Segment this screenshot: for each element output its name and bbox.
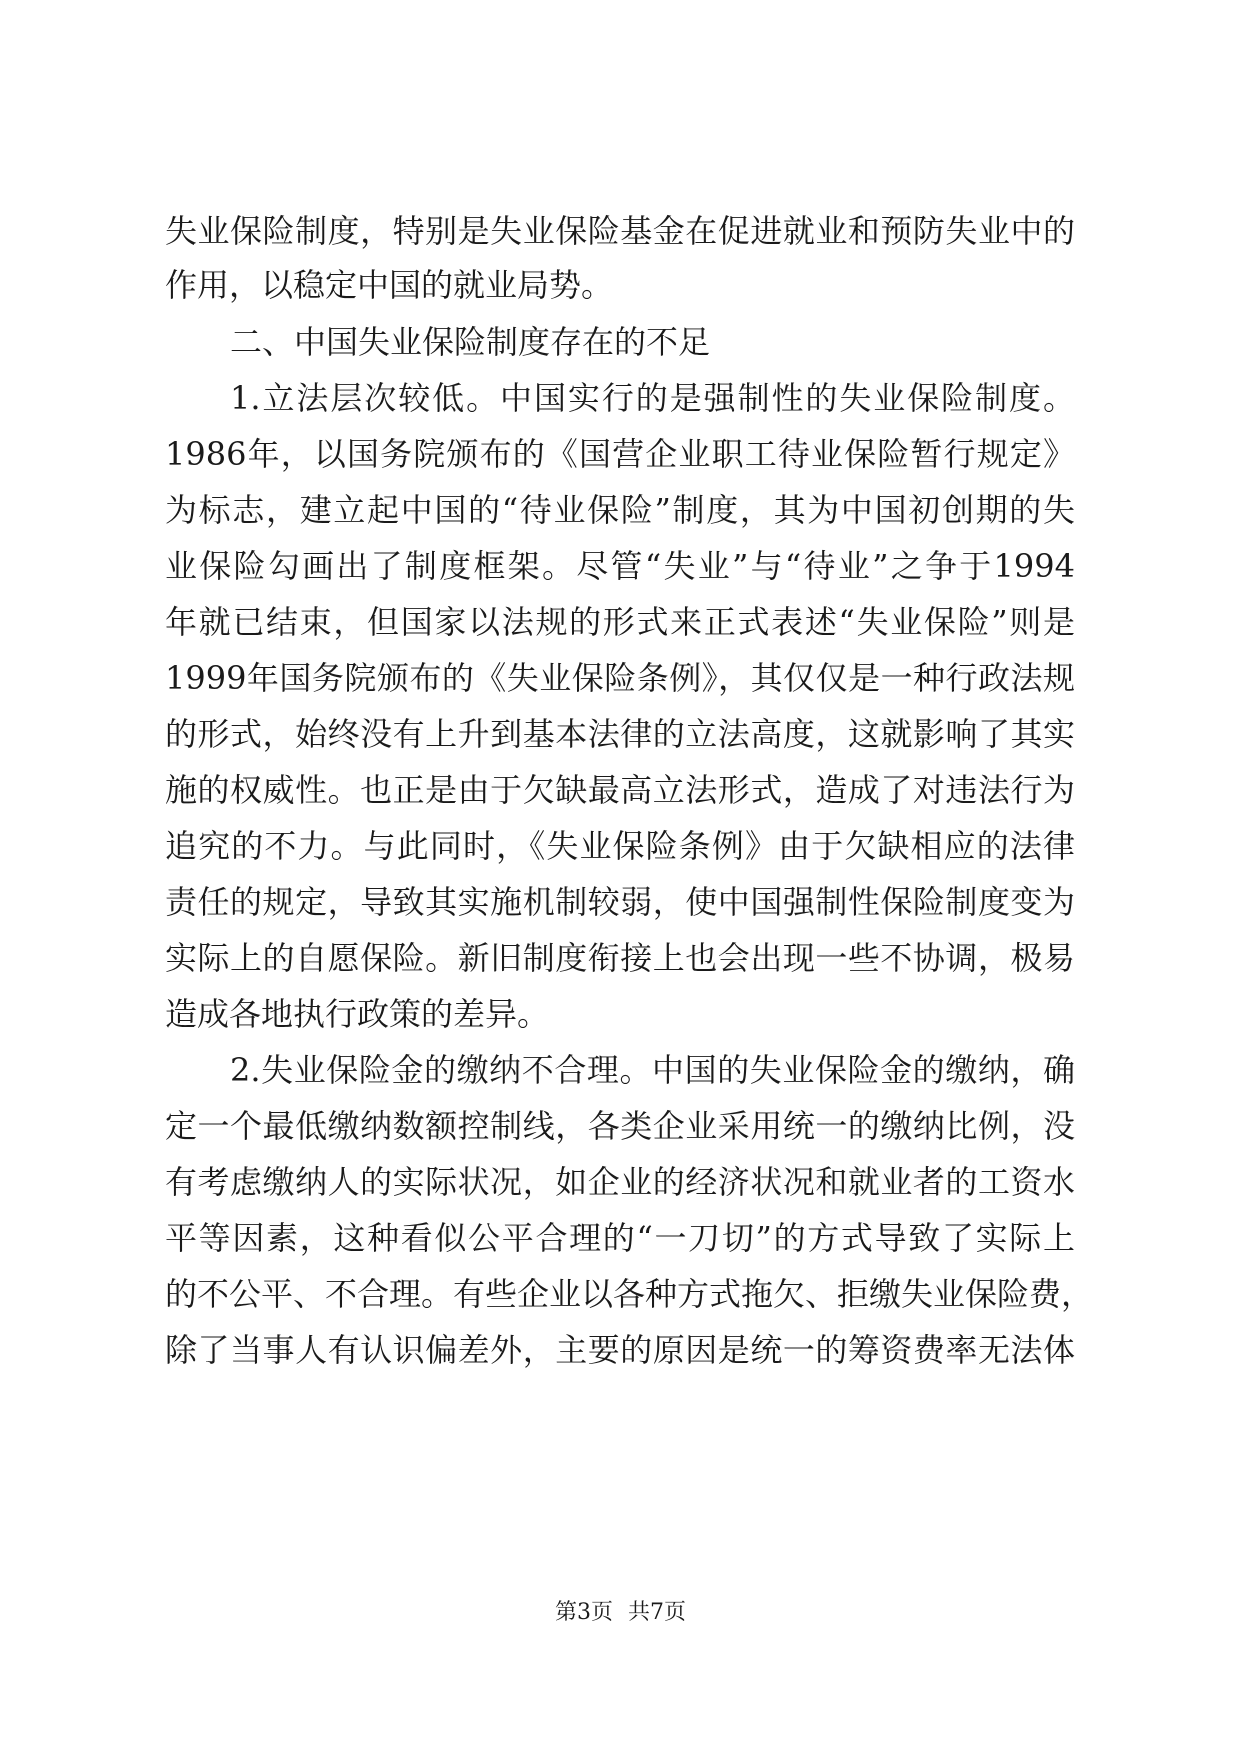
body-line: 追究的不力。与此同时，《失业保险条例》由于欠缺相应的法律 — [165, 827, 1075, 865]
body-line: 1986年，以国务院颁布的《国营企业职工待业保险暂行规定》 — [165, 435, 1075, 473]
page-footer — [0, 1598, 1241, 1628]
body-line: 造成各地执行政策的差异。 — [165, 995, 550, 1033]
body-line: 年就已结束，但国家以法规的形式来正式表述“失业保险”则是 — [165, 603, 1075, 641]
page-number: 第3页 — [555, 1600, 613, 1625]
body-line: 为标志，建立起中国的“待业保险”制度，其为中国初创期的失 — [165, 491, 1075, 529]
body-line: 失业保险制度，特别是失业保险基金在促进就业和预防失业中的 — [165, 212, 1075, 250]
body-line: 责任的规定，导致其实施机制较弱，使中国强制性保险制度变为 — [165, 883, 1075, 921]
body-line: 有考虑缴纳人的实际状况，如企业的经济状况和就业者的工资水 — [165, 1163, 1075, 1201]
body-line: 实际上的自愿保险。新旧制度衔接上也会出现一些不协调，极易 — [165, 939, 1075, 977]
body-line: 1999年国务院颁布的《失业保险条例》，其仅仅是一种行政法规 — [165, 659, 1075, 697]
body-line: 业保险勾画出了制度框架。尽管“失业”与“待业”之争于1994 — [165, 547, 1075, 585]
section-heading: 二、中国失业保险制度存在的不足 — [230, 323, 711, 361]
body-line: 除了当事人有认识偏差外，主要的原因是统一的筹资费率无法体 — [165, 1331, 1075, 1369]
page-total: 共7页 — [628, 1600, 686, 1625]
body-line: 的形式，始终没有上升到基本法律的立法高度，这就影响了其实 — [165, 715, 1075, 753]
body-line: 平等因素，这种看似公平合理的“一刀切”的方式导致了实际上 — [165, 1219, 1075, 1257]
body-line: 定一个最低缴纳数额控制线，各类企业采用统一的缴纳比例，没 — [165, 1107, 1075, 1145]
body-line: 的不公平、不合理。有些企业以各种方式拖欠、拒缴失业保险费， — [165, 1275, 1094, 1313]
body-line: 作用，以稳定中国的就业局势。 — [165, 266, 614, 304]
body-line: 2.失业保险金的缴纳不合理。中国的失业保险金的缴纳，确 — [230, 1051, 1075, 1089]
body-line: 1.立法层次较低。中国实行的是强制性的失业保险制度。 — [230, 379, 1075, 417]
body-line: 施的权威性。也正是由于欠缺最高立法形式，造成了对违法行为 — [165, 771, 1075, 809]
